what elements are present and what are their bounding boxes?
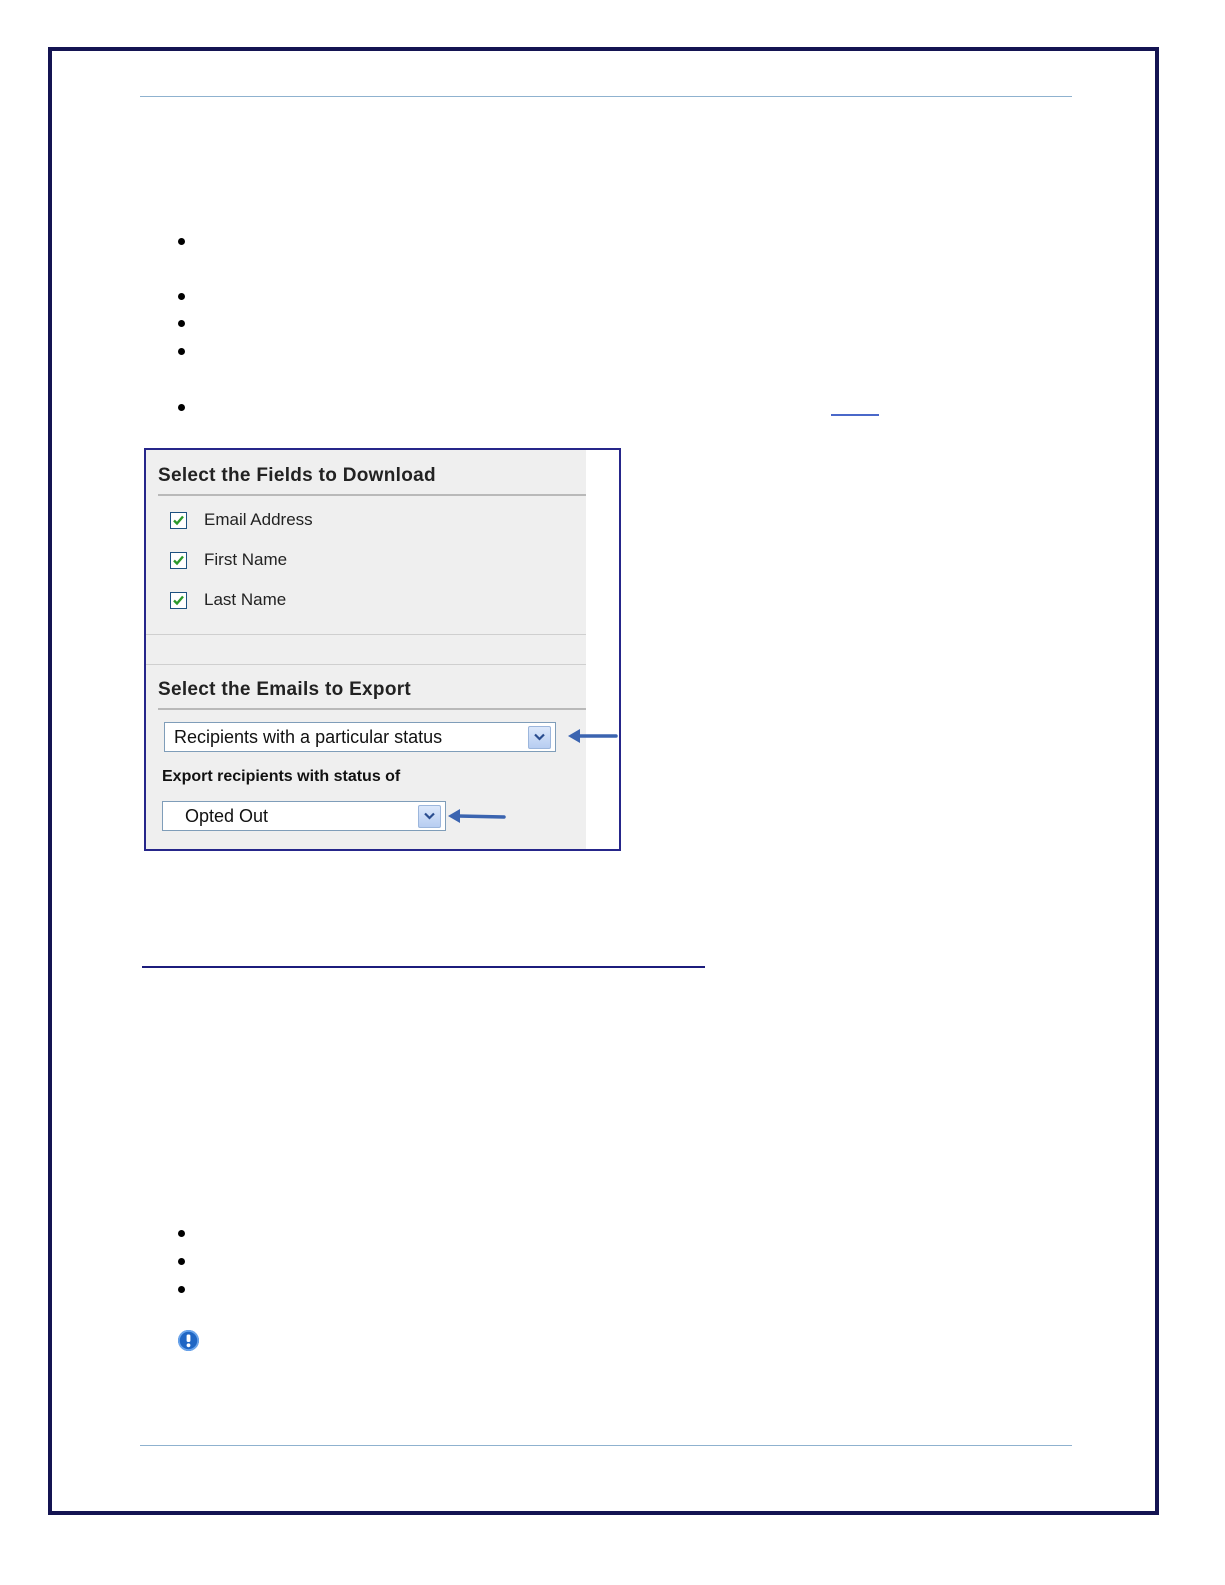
checkbox-label: Email Address [204,510,313,529]
chevron-down-icon [534,733,545,741]
panel-divider [146,664,586,665]
status-value: Opted Out [185,805,269,826]
checkmark-icon [172,594,185,607]
status-dropdown-button[interactable] [418,805,441,828]
export-type-select[interactable] [164,722,556,752]
field-email-address[interactable] [170,509,313,531]
emails-heading: Select the Emails to Export [158,679,412,700]
arrow-left-icon [444,806,508,828]
email-address-checkbox[interactable] [170,512,187,529]
checkmark-icon [172,554,185,567]
first-name-checkbox[interactable] [170,552,187,569]
header-rule [140,96,1072,97]
bullet-1 [178,238,185,245]
bullet-7 [178,1258,185,1265]
last-name-checkbox[interactable] [170,592,187,609]
field-first-name[interactable] [170,549,287,571]
bullet-4 [178,348,185,355]
status-select[interactable] [162,801,446,831]
checkmark-icon [172,514,185,527]
hyperlink[interactable] [831,414,879,416]
chevron-down-icon [424,812,435,820]
footer-rule [140,1445,1072,1446]
section-heading-rule [142,966,705,968]
checkbox-label: First Name [204,550,288,569]
export-type-value: Recipients with a particular status [174,726,443,747]
bullet-6 [178,1230,185,1237]
status-label: Export recipients with status of [162,768,401,785]
field-last-name[interactable] [170,589,286,611]
settings-panel [146,450,586,849]
bullet-2 [178,293,185,300]
bullet-8 [178,1286,185,1293]
bullet-5 [178,404,185,411]
export-settings-screenshot [144,448,621,851]
emails-heading-rule [158,708,586,710]
fields-heading: Select the Fields to Download [158,465,436,486]
arrow-left-icon [564,726,618,748]
info-icon [178,1330,199,1351]
export-type-dropdown-button[interactable] [528,726,551,749]
bullet-3 [178,320,185,327]
fields-heading-rule [158,494,586,496]
panel-divider [146,634,586,635]
checkbox-label: Last Name [204,590,287,609]
